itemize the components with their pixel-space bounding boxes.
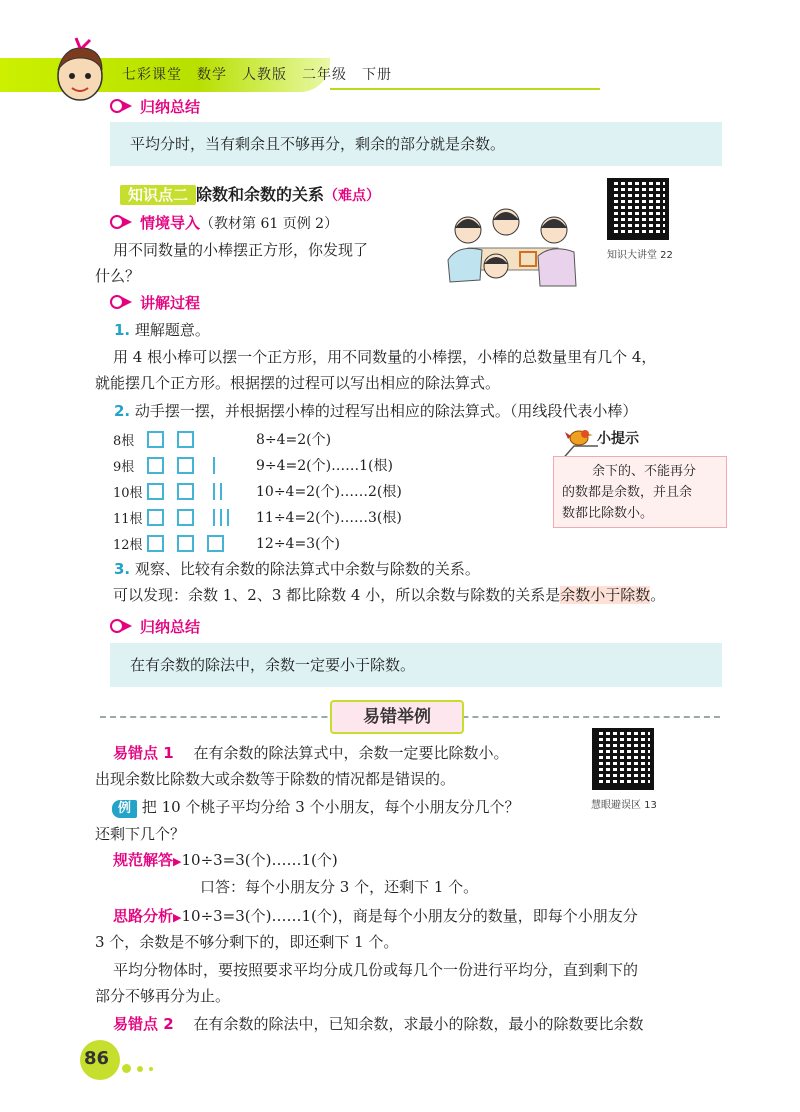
square-icon	[147, 509, 164, 526]
note-line-1: 平均分物体时，要按照要求平均分成几份或每几个一份进行平均分，直到剩下的	[113, 961, 639, 979]
analysis-label: 思路分析	[113, 907, 174, 925]
qr-caption-1: 知识大讲堂 22	[607, 250, 673, 261]
finding-suffix: 。	[650, 586, 666, 604]
analysis-line-2: 3 个，余数是不够分剩下的，即还剩下 1 个。	[95, 933, 399, 951]
row-equation: 11÷4=2(个)……3(根)	[256, 510, 402, 526]
finding-highlight: 余数小于除数	[560, 586, 651, 604]
arrow-bullet-icon	[110, 619, 134, 633]
square-icon	[147, 431, 164, 448]
knowledge-point-heading	[120, 182, 380, 205]
row-equation: 12÷4=3(个)	[256, 536, 341, 552]
tip-line-3: 数都比除数小。	[562, 506, 654, 521]
answer-label: 规范解答	[113, 851, 174, 869]
summary-box-2	[110, 643, 722, 687]
qr-caption-2: 慧眼避误区 13	[591, 800, 657, 811]
stick-icon	[213, 509, 215, 526]
stick-row	[113, 452, 443, 478]
children-illustration	[428, 200, 588, 300]
row-label: 11根	[113, 512, 143, 527]
tip-title: 小提示	[597, 431, 639, 447]
tip-line-1: 余下的、不能再分	[592, 464, 697, 479]
error-point-2-text: 在有余数的除法中，已知余数，求最小的除数，最小的除数要比余数	[193, 1015, 644, 1033]
header-rule	[330, 88, 600, 90]
row-equation: 10÷4=2(个)……2(根)	[256, 484, 402, 500]
qr-code-2[interactable]	[592, 728, 654, 790]
summary-text-1: 平均分时，当有剩余且不够再分，剩余的部分就是余数。	[130, 135, 506, 153]
difficulty-tag: （难点）	[324, 188, 381, 204]
example-tag: 例	[112, 800, 137, 818]
situation-heading-text: 情境导入	[140, 214, 201, 232]
square-icon	[147, 535, 164, 552]
stick-icon	[220, 509, 222, 526]
stick-figure	[147, 430, 207, 449]
square-icon	[177, 483, 194, 500]
stick-figure	[147, 456, 220, 475]
row-label: 9根	[113, 460, 135, 475]
row-label: 10根	[113, 486, 143, 501]
answer-equation: 10÷3=3(个)……1(个)	[181, 851, 338, 869]
stick-row	[113, 504, 443, 530]
stick-row	[113, 530, 443, 556]
stick-icon	[227, 509, 229, 526]
tip-text	[554, 457, 726, 524]
summary-heading-2	[110, 616, 200, 637]
step-1-number: 1.	[114, 321, 131, 339]
row-label: 8根	[113, 434, 135, 449]
answer	[113, 846, 338, 876]
arrow-bullet-icon	[110, 295, 134, 309]
row-label: 12根	[113, 538, 143, 553]
error-point-2	[113, 1010, 643, 1038]
page-number: 86	[84, 1048, 110, 1069]
situation-heading	[110, 212, 338, 233]
stick-figure	[147, 508, 234, 527]
square-icon	[177, 457, 194, 474]
answer-arrow-icon: ▶	[173, 855, 182, 868]
analysis-arrow-icon: ▶	[173, 911, 182, 924]
summary-text-2: 在有余数的除法中，余数一定要小于除数。	[130, 656, 416, 674]
finding-prefix: 可以发现：余数 1、2、3 都比除数 4 小，所以余数与除数的关系是	[113, 586, 561, 604]
explain-heading-text: 讲解过程	[140, 294, 201, 312]
note-line-2: 部分不够再分为止。	[95, 987, 231, 1005]
stick-table	[113, 426, 443, 556]
footer-dot	[122, 1064, 131, 1073]
error-point-1-label: 易错点 1	[113, 744, 174, 762]
square-icon	[147, 457, 164, 474]
step-2-text: 动手摆一摆，并根据摆小棒的过程写出相应的除法算式。（用线段代表小棒）	[134, 402, 638, 420]
step-3-text: 观察、比较有余数的除法算式中余数与除数的关系。	[134, 560, 480, 578]
knowledge-tag: 知识点二	[120, 185, 196, 205]
example-line-2: 还剩下几个？	[95, 825, 186, 843]
tip-box	[553, 456, 727, 528]
step-1	[114, 316, 210, 344]
situation-line-2: 什么？	[95, 267, 141, 285]
error-point-2-label: 易错点 2	[113, 1015, 174, 1033]
square-icon	[177, 509, 194, 526]
summary-heading-1-text: 归纳总结	[140, 98, 201, 116]
arrow-bullet-icon	[110, 99, 134, 113]
stick-figure	[147, 534, 237, 553]
situation-line-1: 用不同数量的小棒摆正方形，你发现了	[113, 241, 369, 259]
stick-row	[113, 426, 443, 452]
step-2-number: 2.	[114, 402, 131, 420]
error-point-1-line-2: 出现余数比除数大或余数等于除数的情况都是错误的。	[95, 770, 456, 788]
square-icon	[177, 535, 194, 552]
stick-icon	[213, 457, 215, 474]
summary-heading-1	[110, 96, 200, 117]
stick-icon	[220, 483, 222, 500]
error-banner	[330, 700, 464, 734]
summary-box-1	[110, 122, 722, 166]
explain-heading	[110, 292, 200, 313]
example	[112, 793, 520, 821]
step-3	[114, 555, 480, 583]
square-icon	[207, 535, 224, 552]
stick-icon	[213, 483, 215, 500]
step-1-line-2: 就能摆几个正方形。根据摆的过程可以写出相应的除法算式。	[95, 374, 501, 392]
header-title: 七彩课堂 数学 人教版 二年级 下册	[122, 67, 392, 83]
square-icon	[177, 431, 194, 448]
qr-code-1[interactable]	[607, 178, 669, 240]
mascot-icon	[50, 36, 110, 106]
tip-line-2: 的数都是余数，并且余	[562, 485, 693, 500]
stick-row	[113, 478, 443, 504]
footer-dot	[137, 1066, 143, 1072]
error-point-1	[113, 739, 508, 767]
analysis-line-1: 10÷3=3(个)……1(个)，商是每个小朋友分的数量，即每个小朋友分	[181, 907, 638, 925]
arrow-bullet-icon	[110, 215, 134, 229]
step-1-line-1: 用 4 根小棒可以摆一个正方形，用不同数量的小棒摆，小棒的总数量里有几个 4，	[113, 348, 657, 366]
example-line-1: 把 10 个桃子平均分给 3 个小朋友，每个小朋友分几个？	[141, 798, 520, 816]
finding	[113, 581, 665, 609]
row-equation: 9÷4=2(个)……1(根)	[256, 458, 393, 474]
error-point-1-line-1: 在有余数的除法算式中，余数一定要比除数小。	[193, 744, 509, 762]
error-banner-text: 易错举例	[363, 707, 431, 727]
step-3-number: 3.	[114, 560, 131, 578]
step-2	[114, 397, 637, 425]
situation-source: （教材第 61 页例 2）	[200, 216, 339, 232]
stick-figure	[147, 482, 227, 501]
knowledge-title: 除数和余数的关系	[196, 185, 325, 204]
footer-dot	[149, 1067, 153, 1071]
step-1-title: 理解题意。	[134, 321, 210, 339]
square-icon	[147, 483, 164, 500]
answer-text: 口答：每个小朋友分 3 个，还剩下 1 个。	[200, 878, 479, 896]
summary-heading-2-text: 归纳总结	[140, 618, 201, 636]
row-equation: 8÷4=2(个)	[256, 432, 332, 448]
